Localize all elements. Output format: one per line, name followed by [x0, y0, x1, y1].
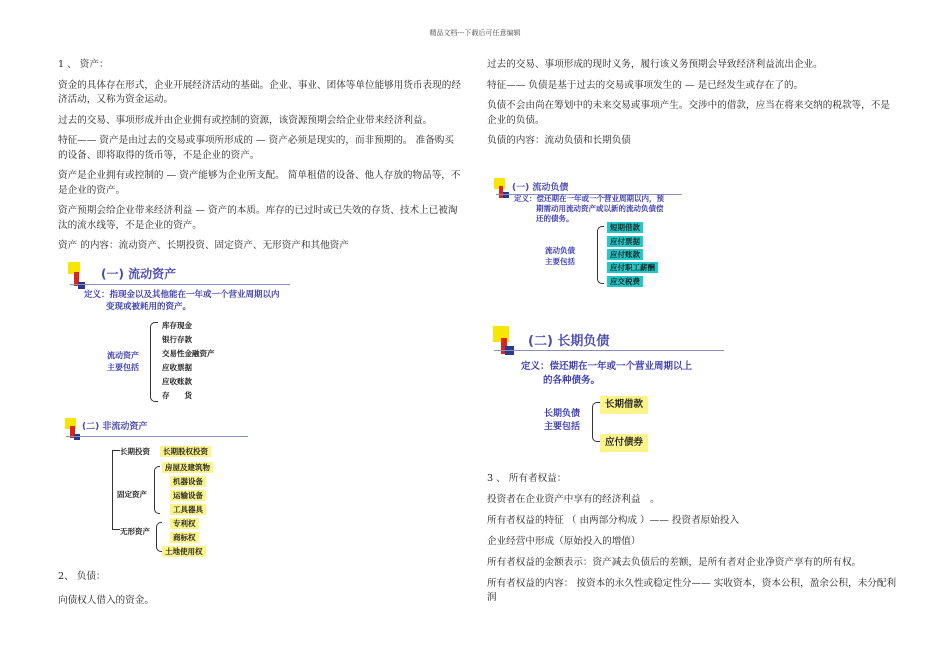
paragraph: 特征—— 资产是由过去的交易或事项所形成的 — 资产必须是现实的，而非预期的。 准备购买的设备、即将取得的货币等，不是企业的资产。 [58, 135, 454, 161]
paragraph: 资金的具体存在形式，企业开展经济活动的基础。企业、事业、团体等单位能够用货币表现的经济活动，又称为资金运动。 [58, 79, 461, 105]
paragraph: 资产预期会给企业带来经济利益 — 资产的本质。库存的已过时或已失效的存货、技术上已被淘汰的流水线等，不是企业的资产。 [58, 205, 458, 231]
paragraph: 过去的交易、事项形成的现时义务，履行该义务预期会导致经济利益流出企业。 [487, 59, 823, 70]
list-item: 交易性金融资产 [162, 349, 215, 358]
list-item: 银行存款 [162, 335, 192, 344]
brace [592, 402, 600, 442]
list-item: 应交税费 [607, 276, 643, 287]
group-label: 固定资产 [117, 490, 147, 499]
definition-line: 期需动用流动资产或以新的流动负债偿 [536, 204, 664, 213]
paragraph: 负债的内容：流动负债和长期负债 [487, 135, 631, 146]
page-header: 精品文档---下载后可任意编辑 [429, 29, 521, 37]
connector [112, 450, 120, 451]
brace [154, 466, 160, 514]
paragraph: 向债权人借入的资金。 [58, 594, 154, 606]
left-column [58, 58, 463, 260]
group-label: 流动资产 [107, 351, 139, 360]
paragraph: 所有者权益的内容： 按资本的永久性或稳定性分—— 实收资本，资本公积，盈余公积，未分配利润 [487, 578, 897, 603]
paragraph: 特征—— 负债是基于过去的交易或事项发生的 — 是已经发生或存在了的。 [487, 79, 804, 91]
list-item: 运输设备 [170, 490, 206, 501]
paragraph: 所有者权益的金额表示：资产减去负债后的差额，是所有者对企业净资产享有的所有权。 [487, 557, 862, 568]
connector [112, 450, 113, 530]
definition-line: 定义：偿还期在一年或一个营业周期以内，预 [514, 194, 664, 203]
paragraph: 负债不会由尚在筹划中的未来交易或事项产生。交涉中的借款，应当在将来交纳的税款等，不是企业的负债。 [487, 100, 890, 126]
divider [70, 284, 290, 285]
group-label: 长期负债 [543, 409, 580, 419]
group-label: 主要包括 [107, 363, 139, 372]
paragraph: 资产 的内容：流动资产、长期投资、固定资产、无形资产和其他资产 [58, 240, 349, 251]
list-item: 工具器具 [170, 504, 206, 515]
diagram-title: (二) 长期负债 [528, 334, 610, 349]
list-item: 土地使用权 [162, 546, 206, 557]
definition-line: 定义：指现金以及其他能在一年或一个营业周期以内 [84, 290, 280, 300]
definition-line: 的各种债务。 [543, 375, 601, 386]
group-label: 长期投资 [120, 447, 150, 456]
list-item: 短期借款 [607, 222, 643, 233]
definition-line: 还的债务。 [536, 214, 574, 223]
diagram-title: (一) 流动负债 [512, 183, 569, 193]
list-item: 应付票据 [607, 236, 643, 247]
list-item: 商标权 [170, 532, 199, 543]
list-item: 长期股权投资 [160, 446, 211, 457]
diagram-title: (一) 流动资产 [101, 267, 177, 281]
list-item: 应付债券 [600, 434, 648, 452]
definition-line: 定义：偿还期在一年或一个营业周期以上 [521, 361, 693, 372]
group-label: 流动负债 [545, 246, 575, 255]
paragraph: 企业经营中形成（原始投入的增值） [487, 536, 641, 547]
paragraph: 投资者在企业资产中享有的经济利益 。 [487, 494, 660, 505]
right-column-bottom [487, 472, 899, 611]
list-item: 机器设备 [170, 476, 206, 487]
right-column [487, 58, 899, 155]
brace [150, 322, 158, 402]
group-label: 无形资产 [120, 527, 150, 536]
list-item: 存 货 [162, 391, 192, 400]
list-item: 应收票据 [162, 363, 192, 372]
group-label: 主要包括 [545, 257, 575, 266]
list-item: 应付职工薪酬 [607, 262, 658, 273]
list-item: 应收账款 [162, 377, 192, 386]
heading-assets: 1 、 资产： [58, 59, 109, 70]
list-item: 房屋及建筑物 [162, 462, 213, 473]
deco-square-icon [74, 434, 80, 440]
connector [112, 529, 120, 530]
brace [597, 226, 604, 284]
group-label: 主要包括 [543, 422, 580, 432]
paragraph: 所有者权益的特征 （ 由两部分构成 ）—— 投资者原始投入 [487, 515, 740, 526]
diagram-title: (二) 非流动资产 [82, 422, 148, 432]
heading-equity: 3 、 所有者权益： [487, 473, 567, 484]
deco-square-icon [503, 192, 509, 198]
definition-line: 变现或被耗用的资产。 [106, 302, 192, 312]
list-item: 长期借款 [600, 396, 648, 414]
list-item: 应付账款 [607, 249, 643, 260]
heading-liabilities: 2、 负债： [58, 571, 106, 582]
list-item: 库存现金 [162, 321, 192, 330]
paragraph: 资产是企业拥有或控制的 — 资产能够为企业所支配。 简单租借的设备、他人存放的物品等，不是企业的资产。 [58, 170, 461, 196]
divider [494, 350, 724, 351]
paragraph: 过去的交易、事项形成并由企业拥有或控制的资源，该资源预期会给企业带来经济利益。 [58, 114, 433, 126]
list-item: 专利权 [170, 518, 199, 529]
left-column-bottom [58, 570, 463, 614]
divider [66, 436, 248, 437]
